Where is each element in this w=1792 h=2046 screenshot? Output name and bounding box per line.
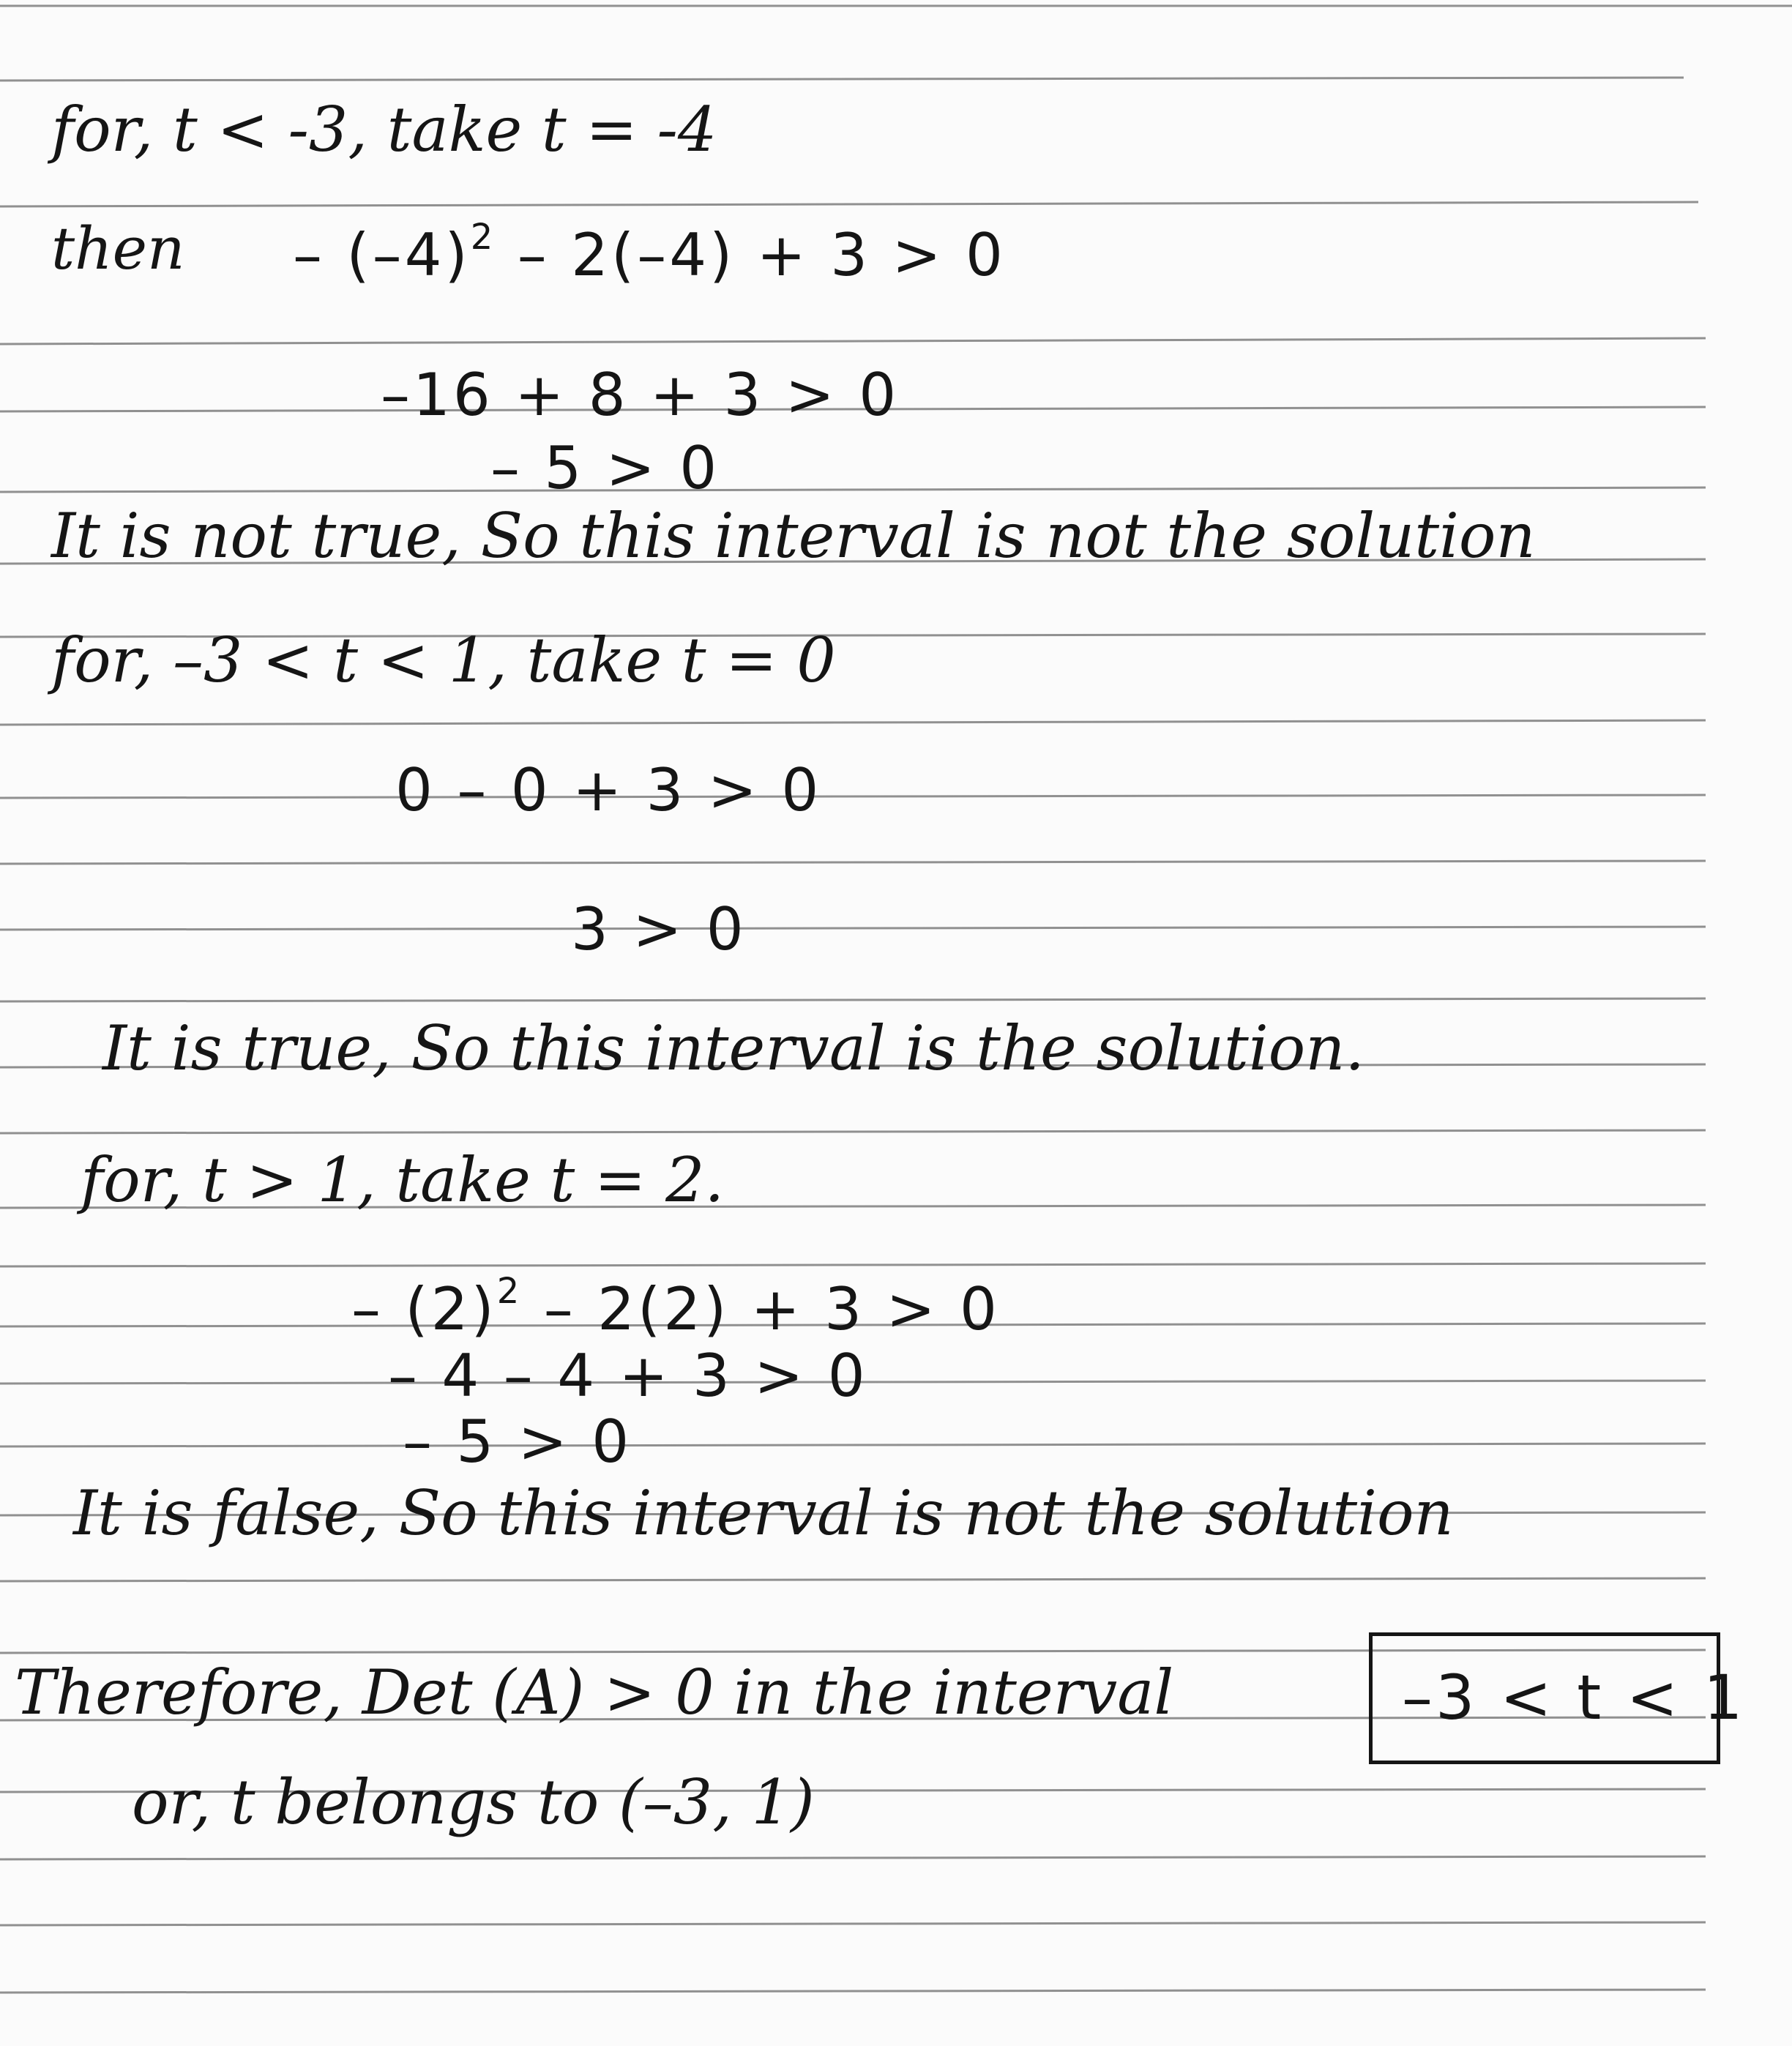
final-statement: Therefore, Det (A) > 0 in the interval: [15, 1657, 1174, 1728]
case3-expression: – $(2)^2 - 2(2) + 3 > 0$: [351, 1271, 1000, 1343]
boxed-answer: [1369, 1632, 1746, 1764]
case3-conclusion: It is false, So this interval is not the solution: [73, 1477, 1454, 1549]
case1-step2: – 5 > 0: [490, 434, 720, 502]
case1-header-text: for, t < -3, take t = -4: [51, 94, 717, 165]
case1-step1: –16 + 8 + 3 > 0: [381, 361, 900, 429]
case3-step1: – 4 – 4 + 3 > 0: [388, 1342, 868, 1410]
case2-step2: 3 > 0: [571, 895, 747, 963]
case3-header: for, t > 1, take t = 2.: [81, 1144, 725, 1216]
case2-conclusion: It is true, So this interval is the solution.: [102, 1012, 1365, 1084]
case1-expression: – $(-4)^2 - 2(-4) + 3 > 0$: [293, 217, 1006, 289]
case1-header: [51, 94, 717, 165]
case2-header: for, –3 < t < 1, take t = 0: [51, 624, 836, 696]
boxed-answer-text: –3 < t < 1: [1402, 1662, 1746, 1733]
case3-step2: – 5 > 0: [403, 1408, 632, 1476]
final-interval-statement: or, t belongs to (–3, 1): [132, 1766, 815, 1838]
case1-conclusion: It is not true, So this interval is not the solution: [51, 500, 1536, 572]
case1-then-label: then: [51, 214, 185, 283]
case2-step1: 0 – 0 + 3 > 0: [395, 756, 822, 824]
